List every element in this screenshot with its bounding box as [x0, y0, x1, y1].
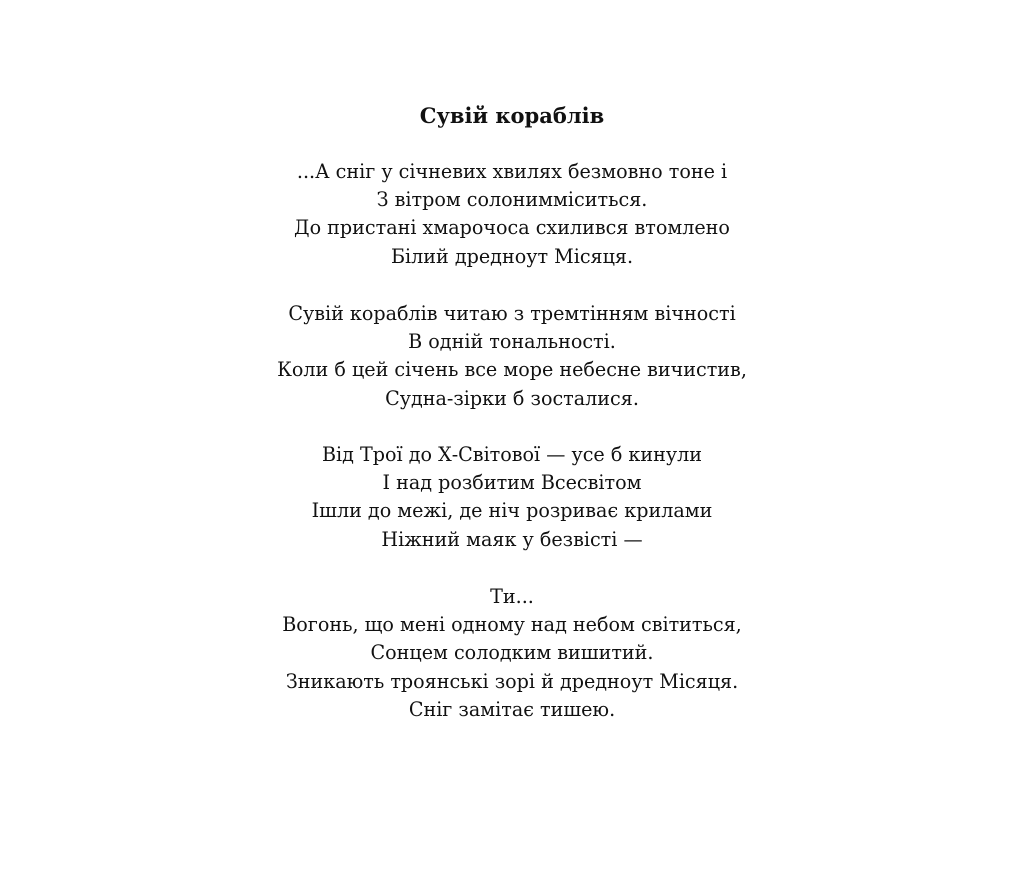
poem-line: Зникають троянські зорі й дредноут Місяця.: [285, 669, 739, 693]
poem-line: Вогонь, що мені одному над небом світиться,: [282, 613, 742, 637]
poem-line: Білий дредноут Місяця.: [390, 244, 634, 268]
stanza-4: [0, 583, 1024, 724]
poem-line: Від Трої до Х-Світової — усе б кинули: [321, 443, 703, 466]
poem-line: Сніг замітає тишею.: [408, 697, 616, 721]
poem-line: Коли б цей січень все море небесне вичистив,: [277, 358, 747, 382]
stanza-3: [0, 441, 1024, 554]
poem-line: І над розбитим Всесвітом: [382, 471, 642, 495]
poem-line: З вітром солонимміситься.: [376, 188, 648, 212]
poem-line: В одній тональності.: [408, 330, 616, 354]
poem-title: Сувій кораблів: [419, 103, 605, 128]
poem-line: Сувій кораблів читаю з тремтінням вічності: [288, 302, 736, 325]
poem-line: Судна-зірки б зосталися.: [385, 386, 639, 410]
poem-line: Ішли до межі, де ніч розриває крилами: [311, 499, 713, 523]
poem-line: Ти...: [490, 585, 534, 608]
poem-line: Сонцем солодким вишитий.: [370, 641, 654, 665]
stanza-2: [0, 300, 1024, 413]
stanza-1: [0, 158, 1024, 271]
poem-line: До пристані хмарочоса схилився втомлено: [294, 216, 730, 240]
poem-line: ...А сніг у січневих хвилях безмовно тоне і: [296, 160, 728, 183]
poem-line: Ніжний маяк у безвісті —: [381, 527, 643, 551]
